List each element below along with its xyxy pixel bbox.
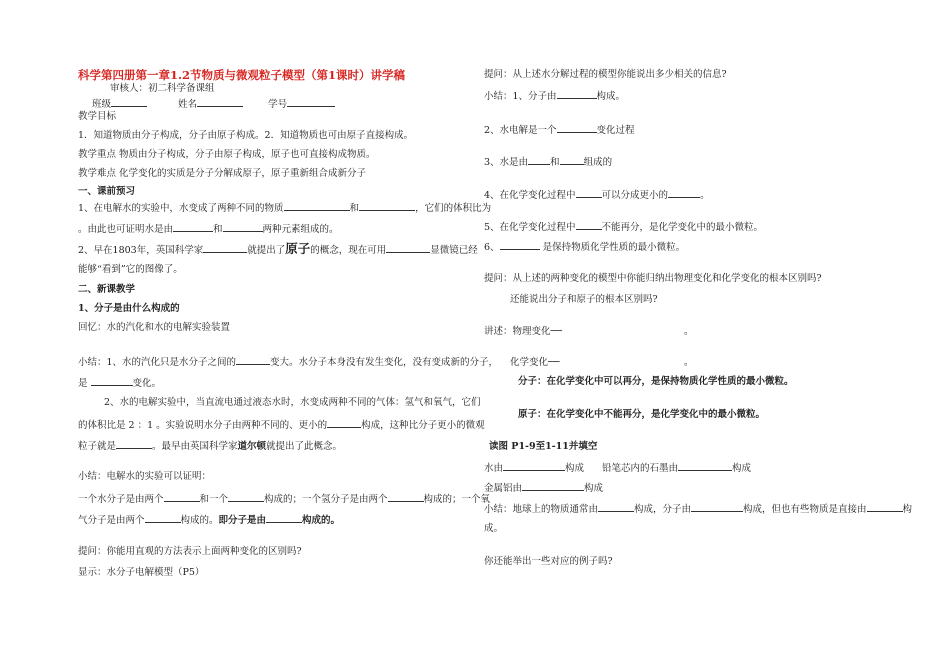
- fill-blank[interactable]: [164, 492, 200, 502]
- reading-heading: 读图 P1-9至1-11并填空: [489, 441, 598, 452]
- preview-q2-line2: 能够“看到”它的图像了。: [78, 264, 183, 275]
- section-new-lesson-heading: 二、新课教学: [78, 284, 136, 295]
- preview-q1-line2: 。由此也可证明水是由 和 两种元素组成的。: [78, 224, 339, 235]
- fill-blank[interactable]: [116, 439, 152, 449]
- question-difference: 提问：从上述的两种变化的模型中你能归纳出物理变化和化学变化的根本区别吗?: [484, 273, 822, 284]
- fill-blank[interactable]: [503, 461, 565, 471]
- fill-blank[interactable]: [867, 502, 903, 512]
- summary-item-6: 6、 是保持物质化学性质的最小微粒。: [484, 242, 686, 253]
- explain-chemical: 化学变化── 。: [510, 357, 694, 368]
- fill-blank[interactable]: [522, 481, 584, 491]
- goals-heading: 教学目标: [78, 111, 117, 122]
- summary-item-4: 4、在化学变化过程中 可以分成更小的 。: [484, 190, 710, 201]
- preview-q2-line1: 2、早在1803年，英国科学家 就提出了原子的概念，现在可用 显微镜已经: [78, 241, 478, 256]
- fill-blank[interactable]: [576, 188, 602, 198]
- electrolysis-line3: 粒子就是 。最早由英国科学家道尔顿就提出了此概念。: [78, 441, 343, 452]
- fill-blank[interactable]: [203, 243, 247, 253]
- fill-blank[interactable]: [386, 243, 430, 253]
- final-question: 你还能举出一些对应的例子吗?: [484, 556, 613, 567]
- reading-summary-line1: 小结：地球上的物质通常由 构成，分子由 构成，但也有些物质是直接由 构: [484, 504, 913, 515]
- fill-blank[interactable]: [557, 89, 597, 99]
- molecule-definition: 分子：在化学变化中可以再分，是保持物质化学性质的最小微粒。: [518, 376, 794, 387]
- summary1-line1: 小结：1、水的汽化只是水分子之间的 变大。水分子本身没有发生变化，没有变成新的分子，: [78, 357, 499, 368]
- goals-text: 1．知道物质由分子构成，分子由原子构成。2．知道物质也可由原子直接构成。: [78, 130, 414, 141]
- display-model: 显示：水分子电解模型（P5）: [78, 567, 205, 578]
- fill-blank[interactable]: [223, 222, 263, 232]
- fill-blank[interactable]: [327, 418, 361, 428]
- question-info: 提问：从上述水分解过程的模型你能说出多少相关的信息?: [484, 69, 727, 80]
- fill-blank[interactable]: [576, 220, 602, 230]
- reading-line2: 金属铝由 构成: [484, 483, 604, 494]
- question-visual: 提问：你能用直观的方法表示上面两种变化的区别吗?: [78, 546, 302, 557]
- subsection-heading: 1、分子是由什么构成的: [78, 303, 180, 314]
- class-label: 班级: [92, 99, 112, 110]
- name-blank[interactable]: [197, 97, 243, 107]
- fill-blank[interactable]: [388, 492, 424, 502]
- fill-blank[interactable]: [528, 155, 550, 165]
- student-info-row: [92, 97, 335, 111]
- difficulty: 教学难点 化学变化的实质是分子分解成原子，原子重新组合成新分子: [78, 168, 367, 179]
- electrolysis-line1: 2、水的电解实验中，当直流电通过液态水时，水变成两种不同的气体：氢气和氧气，它们: [104, 397, 481, 408]
- summary-item-3: 3、水是由 和 组成的: [484, 157, 613, 168]
- reading-summary-line2: 成。: [484, 523, 504, 534]
- fill-blank[interactable]: [678, 461, 732, 471]
- preview-q1-line1: 1、在电解水的实验中，水变成了两种不同的物质 和 ，它们的体积比为: [78, 203, 492, 214]
- fill-blank[interactable]: [560, 155, 584, 165]
- document-title: 科学第四册第一章1.2节物质与微观粒子模型（第1课时）讲学稿: [78, 68, 406, 82]
- fill-blank[interactable]: [145, 513, 181, 523]
- summary-item-1: 小结：1、分子由 构成。: [484, 91, 626, 102]
- fill-blank[interactable]: [691, 502, 743, 512]
- student-id-blank[interactable]: [287, 97, 335, 107]
- fill-blank[interactable]: [266, 513, 302, 523]
- fill-blank[interactable]: [236, 355, 270, 365]
- fill-blank[interactable]: [228, 492, 264, 502]
- fill-blank[interactable]: [598, 502, 634, 512]
- student-id-label: 学号: [268, 99, 288, 110]
- summary-item-2: 2、水电解是一个 变化过程: [484, 125, 635, 136]
- reviewer-line: 审核人：初二科学备课组: [110, 83, 215, 94]
- summary2-line2: 气分子是由两个 构成的。即分子是由 构成的。: [78, 515, 341, 526]
- fill-blank[interactable]: [284, 201, 350, 211]
- summary2-line1: 一个水分子是由两个 和一个 构成的；一个氢分子是由两个 构成的；一个氧: [78, 494, 491, 505]
- fill-blank[interactable]: [500, 240, 540, 250]
- section-preview-heading: 一、课前预习: [78, 186, 136, 197]
- electrolysis-line2: 的体积比是 2 ：1 。实验说明水分子由两种不同的、更小的 构成，这种比分子更小的微观: [78, 420, 485, 431]
- atom-definition: 原子：在化学变化中不能再分，是化学变化中的最小微粒。: [518, 409, 766, 420]
- name-label: 姓名: [178, 99, 198, 110]
- fill-blank[interactable]: [668, 188, 700, 198]
- explain-physical: 讲述：物理变化── 。: [484, 326, 694, 337]
- review-line: 回忆：水的汽化和水的电解实验装置: [78, 322, 231, 333]
- summary1-line2: 是 变化。: [78, 378, 162, 389]
- fill-blank[interactable]: [91, 376, 133, 386]
- class-blank[interactable]: [111, 97, 147, 107]
- reading-line1: 水由 构成 铅笔芯内的石墨由 构成: [484, 463, 752, 474]
- summary-item-5: 5、在化学变化过程中 不能再分，是化学变化中的最小微粒。: [484, 222, 764, 233]
- fill-blank[interactable]: [557, 123, 597, 133]
- summary2-heading: 小结：电解水的实验可以证明：: [78, 471, 212, 482]
- key-point: 教学重点 物质由分子构成，分子由原子构成，原子也可直接构成物质。: [78, 149, 376, 160]
- question-molecule-atom: 还能说出分子和原子的根本区别吗?: [510, 294, 658, 305]
- fill-blank[interactable]: [359, 201, 415, 211]
- fill-blank[interactable]: [173, 222, 213, 232]
